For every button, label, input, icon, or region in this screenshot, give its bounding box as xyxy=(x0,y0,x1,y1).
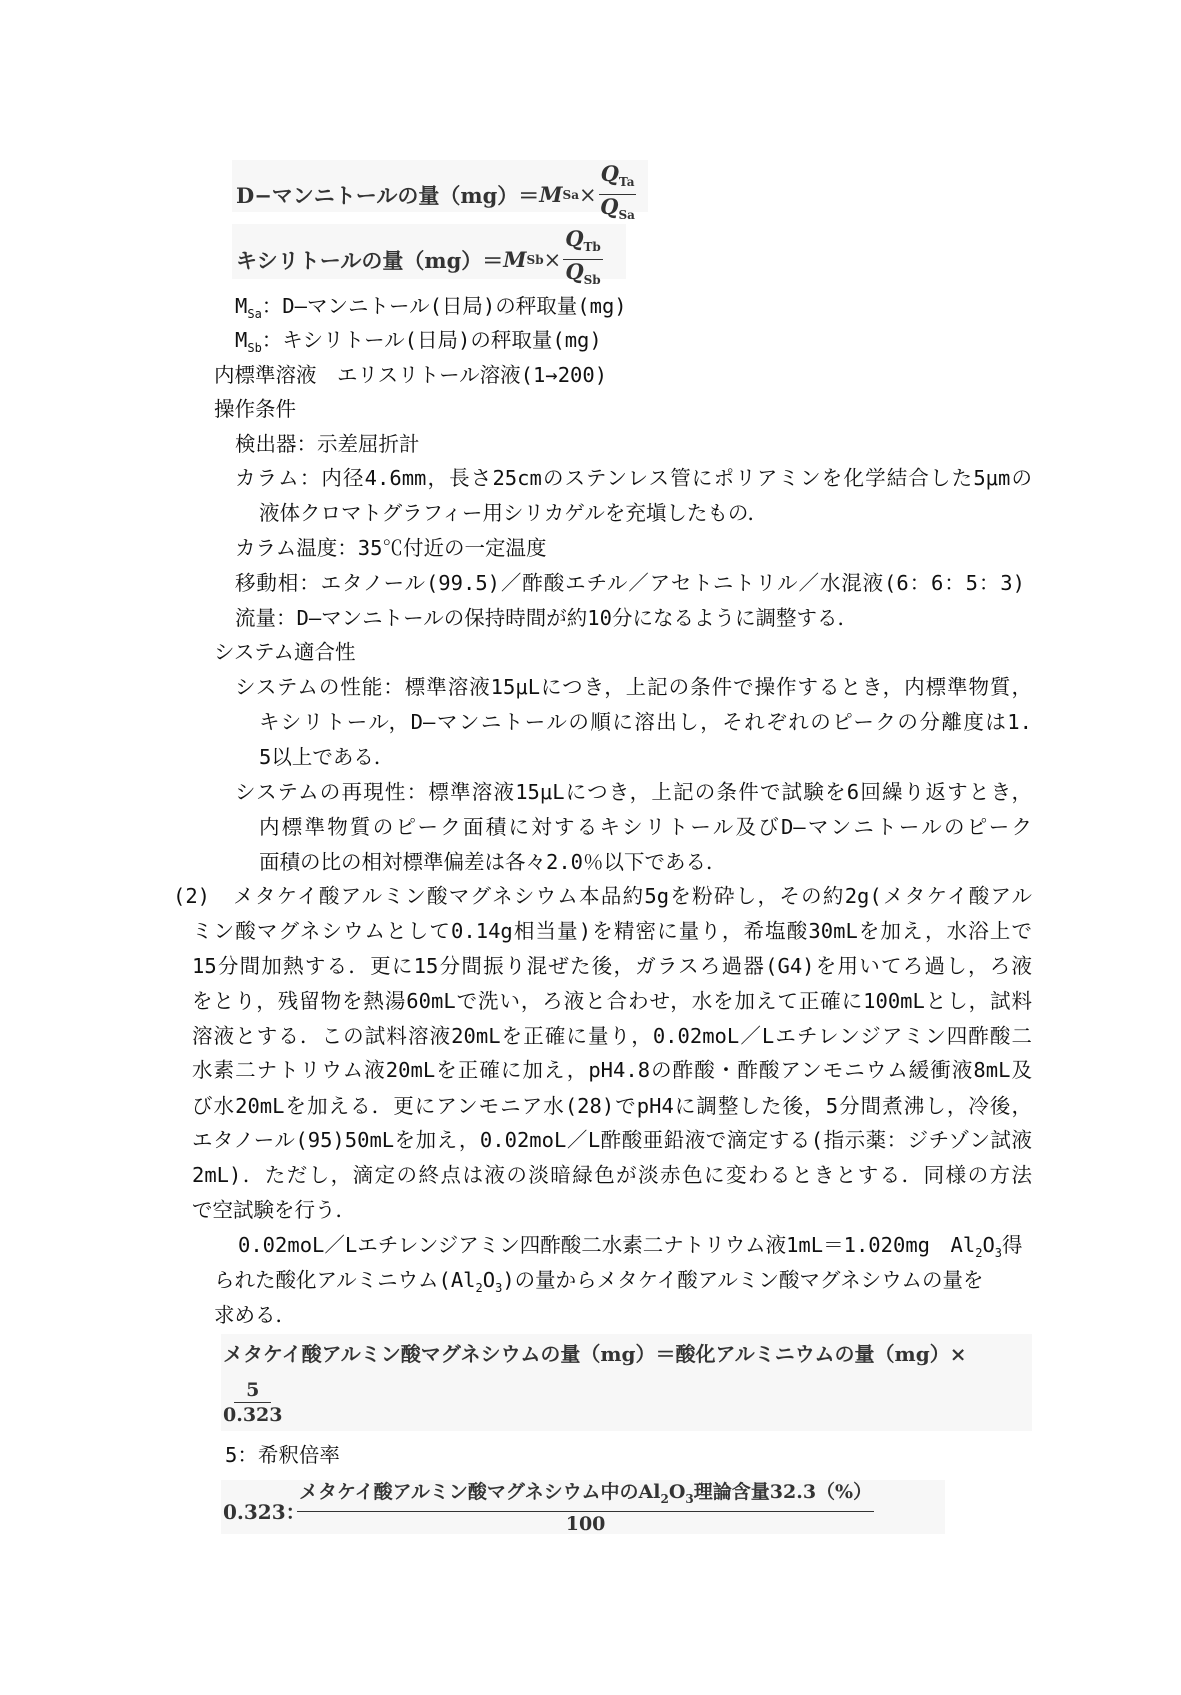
dilution-factor: 5：希釈倍率 xyxy=(225,1443,340,1467)
msb-definition xyxy=(235,328,602,360)
para2-line-3: 15分間加熱する．更に15分間振り混ぜた後，ガラスろ過器(G4)を用いてろ過し，ろ液 xyxy=(192,954,1032,978)
formula-subscript: Sa xyxy=(562,187,579,202)
formula-lhs: キシリトールの量（mg）＝ xyxy=(236,247,504,273)
column-line-2: 液体クロマトグラフィー用シリカゲルを充塡したもの． xyxy=(259,501,769,525)
numerator: Q xyxy=(565,226,584,251)
formula-ratio xyxy=(221,1480,945,1534)
denominator: Q xyxy=(600,194,619,220)
subscript: 2 xyxy=(475,1281,483,1296)
text: )の量からメタケイ酸アルミン酸マグネシウムの量を xyxy=(502,1268,984,1292)
column-temperature: カラム温度：35℃付近の一定温度 xyxy=(235,536,547,560)
numerator-subscript: Tb xyxy=(583,240,601,255)
internal-standard: 内標準溶液 エリスリトール溶液(1→200) xyxy=(214,363,608,387)
numerator xyxy=(297,1480,874,1512)
subscript: 2 xyxy=(975,1246,983,1261)
mobile-phase: 移動相：エタノール(99.5)／酢酸エチル／アセトニトリル／水混液(6：6：5：3) xyxy=(235,571,1025,595)
fraction xyxy=(297,1480,874,1536)
section-conditions: 操作条件 xyxy=(214,397,296,421)
formula-xylitol xyxy=(232,224,626,288)
fraction xyxy=(223,1378,283,1427)
subscript: 3 xyxy=(994,1246,1003,1261)
formula-lhs: 0.323： xyxy=(223,1500,306,1524)
section-system-suitability: システム適合性 xyxy=(214,640,356,664)
denominator: 0.323 xyxy=(223,1404,283,1426)
column-line-1: カラム：内径4.6mm，長さ25cmのステンレス管にポリアミンを化学結合した5μmの xyxy=(235,466,1032,490)
formula-subscript: Sb xyxy=(526,252,544,267)
system-performance-3: 5以上である． xyxy=(259,745,395,769)
system-repeatability-1: システムの再現性：標準溶液15μLにつき，上記の条件で試験を6回繰り返すとき， xyxy=(235,780,1032,804)
fraction xyxy=(599,162,637,227)
system-repeatability-2: 内標準物質のピーク面積に対するキシリトール及びD―マンニトールのピーク xyxy=(259,815,1032,839)
detector: 検出器：示差屈折計 xyxy=(235,432,420,456)
equivalence-line-1 xyxy=(238,1233,1023,1265)
subscript: Sb xyxy=(247,341,262,356)
para2-line-2: ミン酸マグネシウムとして0.14g相当量)を精密に量り，希塩酸30mLを加え，水浴上で xyxy=(192,919,1032,943)
formula-lhs: D−マンニトールの量（mg）＝ xyxy=(236,182,540,208)
definition-text: ：キシリトール(日局)の秤取量(mg) xyxy=(261,328,602,352)
text: 得 xyxy=(1002,1233,1023,1257)
subscript: 3 xyxy=(495,1281,503,1296)
definition-text: ：D―マンニトール(日局)の秤取量(mg) xyxy=(261,294,627,318)
formula-mannitol xyxy=(232,160,648,223)
para2-line-4: をとり，残留物を熱湯60mLで洗い，ろ液と合わせ，水を加えて正確に100mLとし，試料 xyxy=(192,989,1032,1013)
numerator: Q xyxy=(600,161,619,186)
system-repeatability-3: 面積の比の相対標準偏差は各々2.0％以下である． xyxy=(259,850,727,874)
text: られた酸化アルミニウム(Al xyxy=(214,1268,476,1292)
para2-line-9: 2mL)．ただし，滴定の終点は液の淡暗緑色が淡赤色に変わるときとする．同様の方法 xyxy=(192,1163,1032,1187)
flow-rate: 流量：D―マンニトールの保持時間が約10分になるように調整する． xyxy=(235,606,858,630)
denominator-subscript: Sb xyxy=(583,273,601,288)
denominator: Q xyxy=(565,259,584,285)
formula-symbol: M xyxy=(503,247,527,273)
text: メタケイ酸アルミン酸マグネシウム中のAl xyxy=(299,1481,661,1503)
subscript: 3 xyxy=(685,1491,694,1506)
para2-line-8: エタノール(95)50mLを加え，0.02moL／L酢酸亜鉛液で滴定する(指示薬：ジチゾン試液 xyxy=(192,1128,1032,1152)
system-performance-1: システムの性能：標準溶液15μLにつき，上記の条件で操作するとき，内標準物質， xyxy=(235,675,1032,699)
para2-line-10: で空試験を行う． xyxy=(192,1198,356,1222)
formula-magnesium-aluminometasilicate xyxy=(221,1334,1032,1431)
subscript: Sa xyxy=(247,307,262,322)
para2-line-1: (2) メタケイ酸アルミン酸マグネシウム本品約5gを粉砕し，その約2g(メタケイ酸アル xyxy=(173,884,1032,908)
equivalence-line-3: 求める． xyxy=(214,1303,296,1327)
text: O xyxy=(668,1481,686,1503)
denominator: 100 xyxy=(565,1512,606,1535)
text: O xyxy=(482,1268,496,1292)
symbol: M xyxy=(235,328,248,352)
denominator-subscript: Sa xyxy=(618,208,635,223)
numerator: 5 xyxy=(234,1378,271,1403)
times-sign: × xyxy=(579,182,597,207)
formula-lhs: メタケイ酸アルミン酸マグネシウムの量（mg）＝酸化アルミニウムの量（mg）× xyxy=(223,1342,967,1366)
text: 理論含量32.3（%） xyxy=(693,1481,873,1503)
system-performance-2: キシリトール，D―マンニトールの順に溶出し，それぞれのピークの分離度は1. xyxy=(259,710,1032,734)
numerator-subscript: Ta xyxy=(618,175,635,190)
para2-line-7: び水20mLを加える．更にアンモニア水(28)でpH4に調整した後，5分間煮沸し，冷後， xyxy=(192,1094,1032,1118)
subscript: 2 xyxy=(660,1491,669,1506)
fraction xyxy=(563,227,603,292)
text: O xyxy=(982,1233,995,1257)
text: 0.02moL／Lエチレンジアミン四酢酸二水素二ナトリウム液1mL＝1.020mg Al xyxy=(238,1233,976,1257)
formula-symbol: M xyxy=(539,182,563,208)
para2-line-6: 水素二ナトリウム液20mLを正確に加え，pH4.8の酢酸・酢酸アンモニウム緩衝液8mL及 xyxy=(192,1058,1032,1082)
equivalence-line-2 xyxy=(214,1268,984,1300)
symbol: M xyxy=(235,294,248,318)
msa-definition xyxy=(235,294,627,326)
para2-line-5: 溶液とする．この試料溶液20mLを正確に量り，0.02moL／Lエチレンジアミン四酢酸二 xyxy=(192,1024,1032,1048)
times-sign: × xyxy=(543,247,562,272)
